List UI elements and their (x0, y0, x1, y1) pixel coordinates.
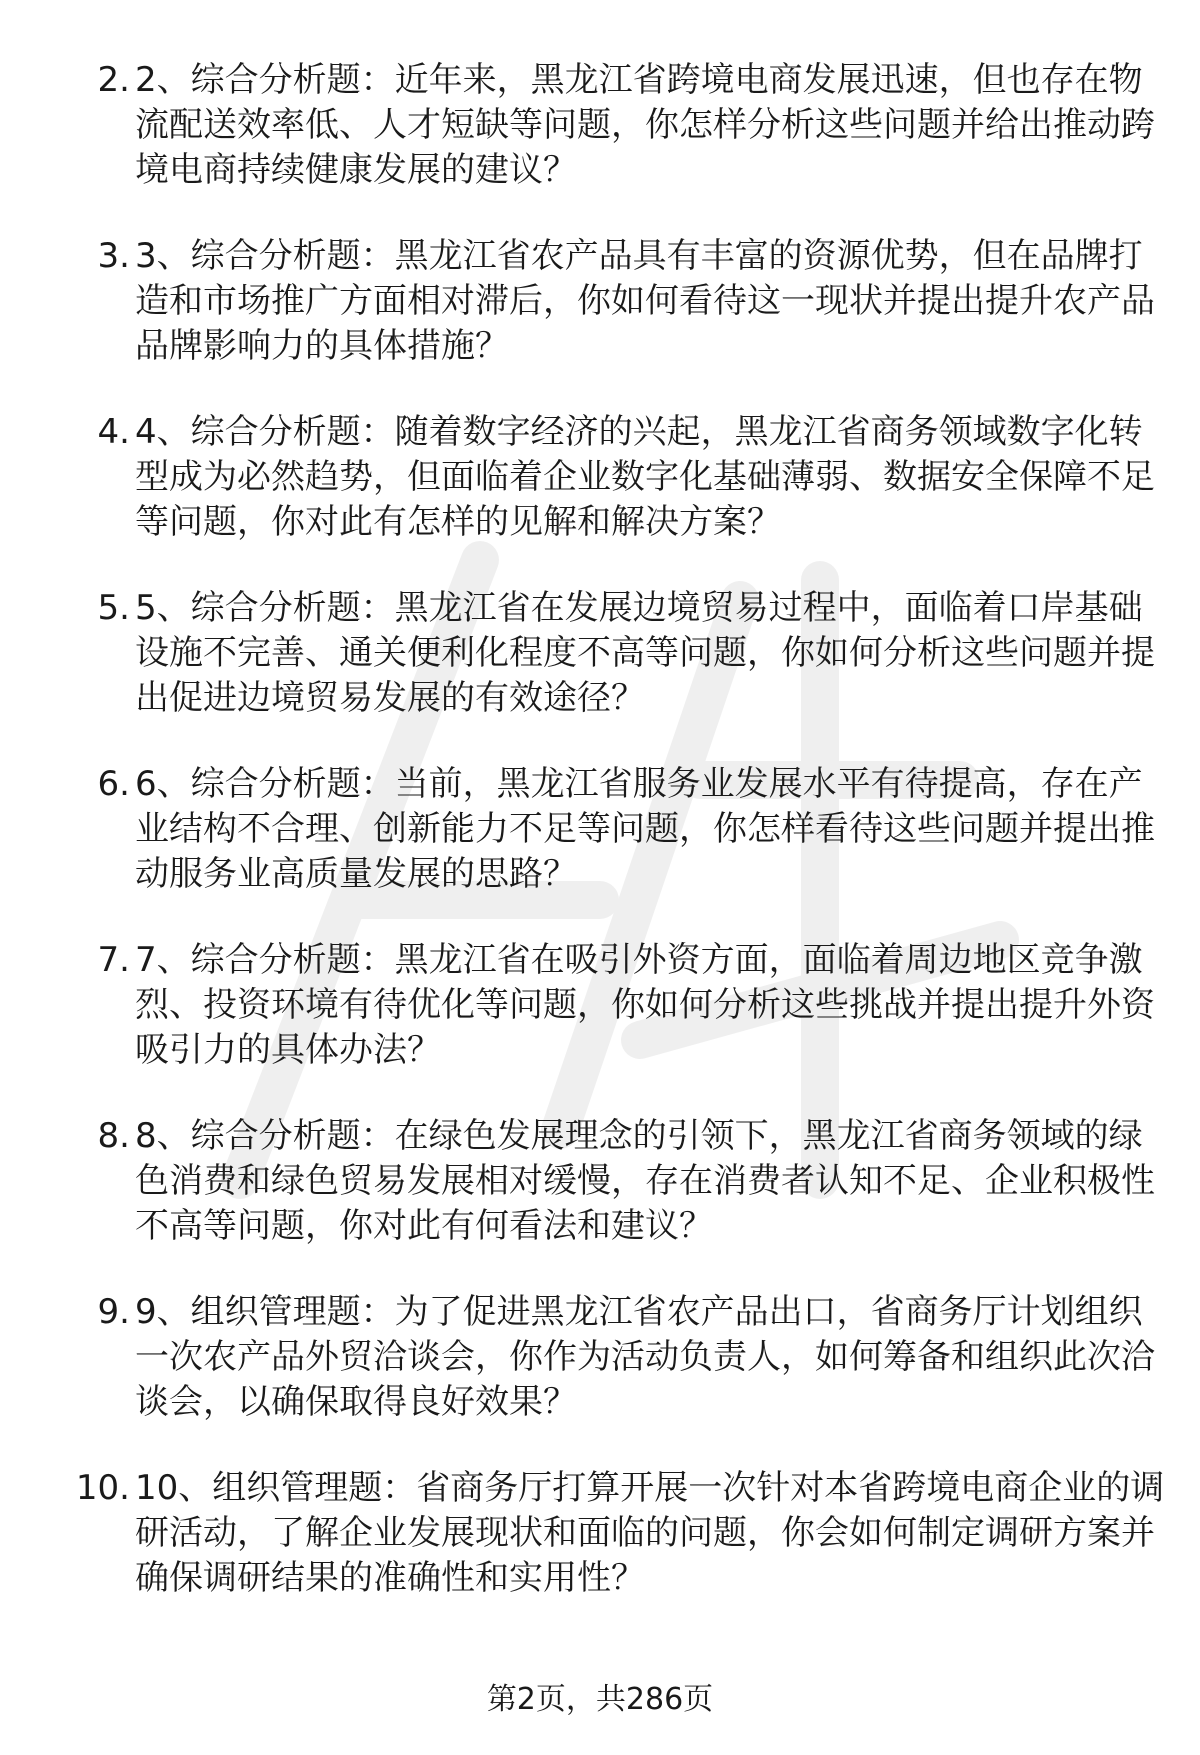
question-list (0, 58, 1200, 1642)
question-text: 3、综合分析题：黑龙江省农产品具有丰富的资源优势，但在品牌打造和市场推广方面相对滞后，你如何看待这一现状并提出提升农产品品牌影响力的具体措施？ (135, 236, 1155, 366)
question-item (0, 234, 1200, 410)
question-number: 9. (97, 1292, 130, 1332)
question-text: 2、综合分析题：近年来，黑龙江省跨境电商发展迅速，但也存在物流配送效率低、人才短缺等问题，你怎样分析这些问题并给出推动跨境电商持续健康发展的建议？ (135, 60, 1155, 190)
question-item (0, 762, 1200, 938)
question-text: 4、综合分析题：随着数字经济的兴起，黑龙江省商务领域数字化转型成为必然趋势，但面临着企业数字化基础薄弱、数据安全保障不足等问题，你对此有怎样的见解和解决方案？ (135, 412, 1155, 542)
question-number: 7. (97, 940, 130, 980)
question-number: 6. (97, 764, 130, 804)
question-number: 2. (97, 60, 130, 100)
question-text: 9、组织管理题：为了促进黑龙江省农产品出口，省商务厅计划组织一次农产品外贸洽谈会，你作为活动负责人，如何筹备和组织此次洽谈会，以确保取得良好效果？ (135, 1292, 1155, 1422)
question-number: 10. (75, 1468, 130, 1508)
question-number: 4. (97, 412, 130, 452)
question-item (0, 1466, 1200, 1642)
question-text: 8、综合分析题：在绿色发展理念的引领下，黑龙江省商务领域的绿色消费和绿色贸易发展相对缓慢，存在消费者认知不足、企业积极性不高等问题，你对此有何看法和建议？ (135, 1116, 1155, 1246)
question-number: 3. (97, 236, 130, 276)
page-number-footer: 第2页，共286页 (486, 1682, 714, 1717)
question-text: 5、综合分析题：黑龙江省在发展边境贸易过程中，面临着口岸基础设施不完善、通关便利化程度不高等问题，你如何分析这些问题并提出促进边境贸易发展的有效途径？ (135, 588, 1155, 718)
question-item (0, 1114, 1200, 1290)
question-number: 8. (97, 1116, 130, 1156)
question-text: 10、组织管理题：省商务厅打算开展一次针对本省跨境电商企业的调研活动，了解企业发展现状和面临的问题，你会如何制定调研方案并确保调研结果的准确性和实用性？ (135, 1468, 1165, 1598)
question-text: 7、综合分析题：黑龙江省在吸引外资方面，面临着周边地区竞争激烈、投资环境有待优化等问题，你如何分析这些挑战并提出提升外资吸引力的具体办法？ (135, 940, 1155, 1070)
question-item (0, 938, 1200, 1114)
question-item (0, 1290, 1200, 1466)
question-item (0, 410, 1200, 586)
question-item (0, 58, 1200, 234)
question-text: 6、综合分析题：当前，黑龙江省服务业发展水平有待提高，存在产业结构不合理、创新能力不足等问题，你怎样看待这些问题并提出推动服务业高质量发展的思路？ (135, 764, 1155, 894)
question-number: 5. (97, 588, 130, 628)
question-item (0, 586, 1200, 762)
